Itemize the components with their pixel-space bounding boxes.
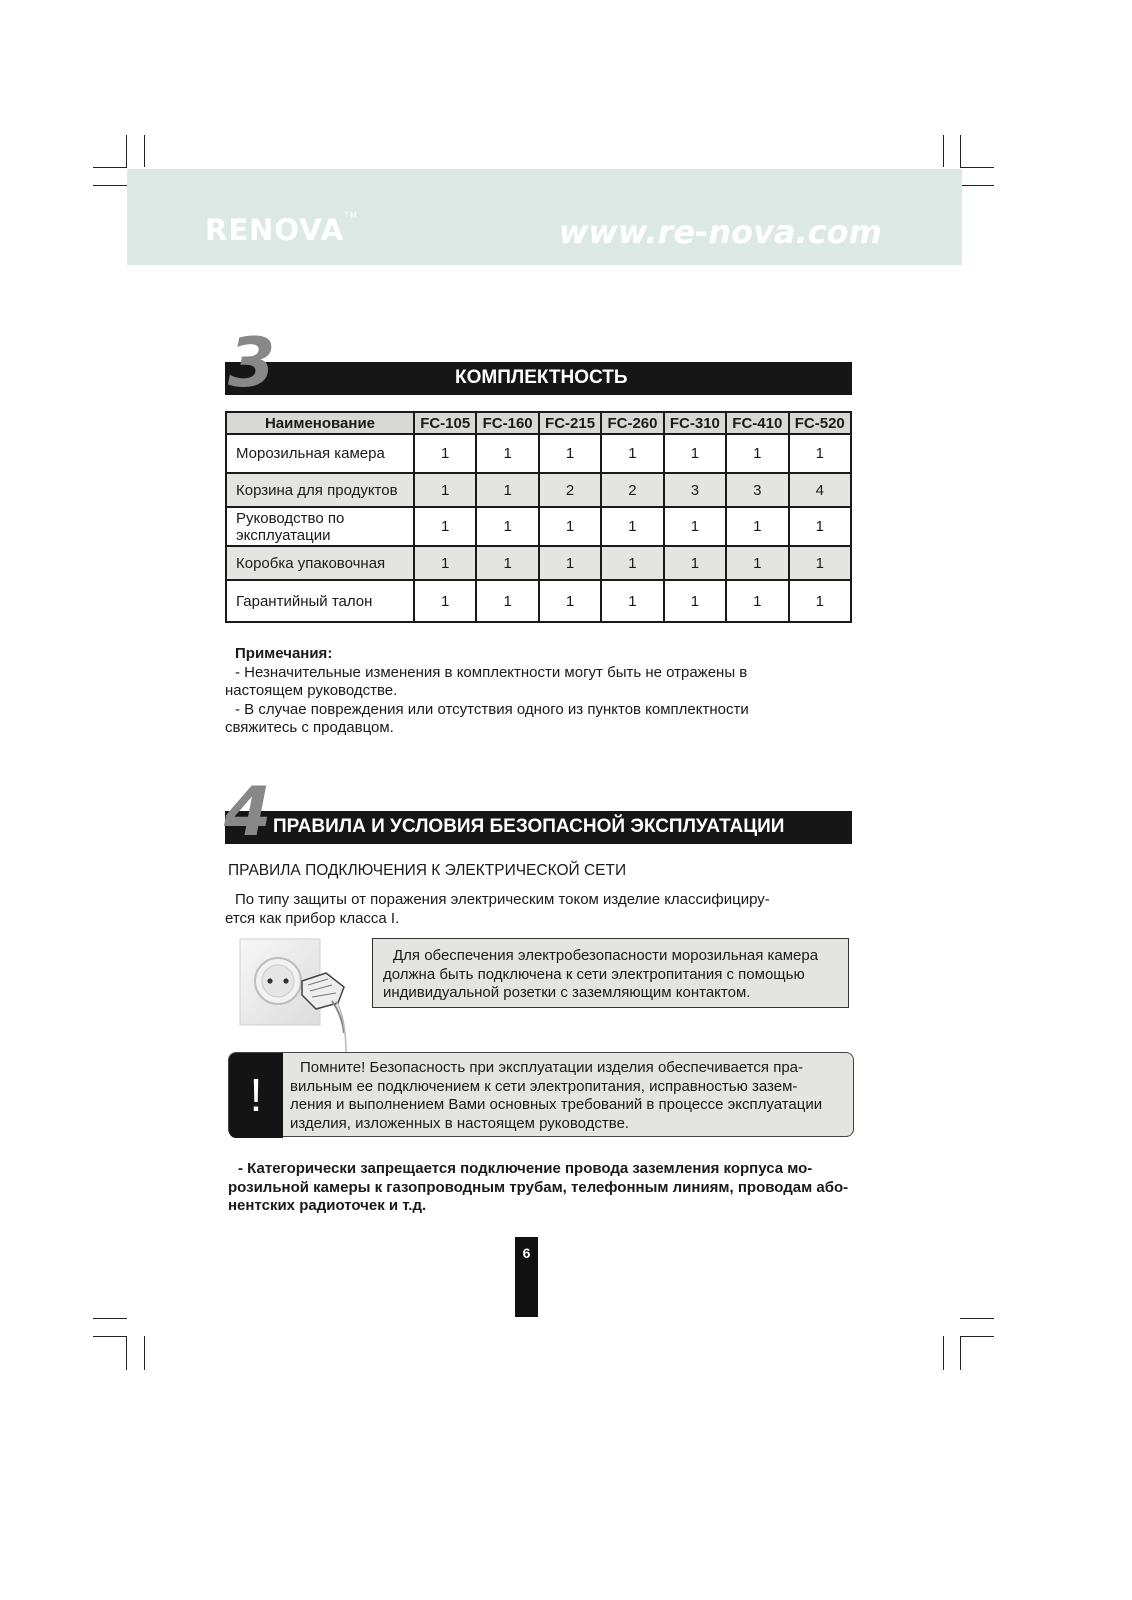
table-row <box>226 580 851 622</box>
table-row <box>226 434 851 473</box>
table-cell: 1 <box>601 507 663 546</box>
note-line: - Незначительные изменения в комплектности могут быть не отражены в <box>235 663 748 681</box>
section-4-number: 4 <box>224 773 272 852</box>
kit-table <box>225 411 852 623</box>
crop-mark <box>960 1318 994 1319</box>
crop-mark <box>943 1336 944 1370</box>
item-name: Гарантийный талон <box>226 580 414 622</box>
section-4-subtitle: ПРАВИЛА ПОДКЛЮЧЕНИЯ К ЭЛЕКТРИЧЕСКОЙ СЕТИ <box>228 862 627 879</box>
section-3-number: 3 <box>228 324 276 403</box>
crop-mark <box>93 1318 127 1319</box>
table-cell: 1 <box>664 434 726 473</box>
warning-text <box>290 1059 840 1133</box>
table-cell: 1 <box>539 546 601 580</box>
table-cell: 1 <box>476 473 538 507</box>
brand-logo: RENOVA™ <box>205 211 359 247</box>
column-header: FC-520 <box>789 412 851 434</box>
section-3-bar <box>225 362 852 395</box>
note-line: - В случае повреждения или отсутствия одного из пунктов комплектности <box>235 700 749 718</box>
crop-mark <box>126 1336 127 1370</box>
column-header: FC-310 <box>664 412 726 434</box>
crop-mark <box>93 185 127 186</box>
crop-mark <box>960 167 994 168</box>
prohibition-line: - Категорически запрещается подключение провода заземления корпуса мо- <box>238 1160 813 1177</box>
column-header: FC-410 <box>726 412 788 434</box>
crop-mark <box>93 1336 127 1337</box>
table-cell: 4 <box>789 473 851 507</box>
crop-mark <box>960 185 994 186</box>
website-url: www.re-nova.com <box>558 213 882 251</box>
table-cell: 1 <box>726 546 788 580</box>
item-name: Руководство по эксплуатации <box>226 507 414 546</box>
table-cell: 1 <box>476 507 538 546</box>
prohibition-text <box>228 1160 868 1216</box>
column-header: FC-105 <box>414 412 476 434</box>
table-cell: 1 <box>476 434 538 473</box>
crop-mark <box>960 135 961 167</box>
warning-line: ления и выполнением Вами основных требований в процессе эксплуатации <box>290 1096 823 1113</box>
table-cell: 1 <box>789 580 851 622</box>
crop-mark <box>126 135 127 167</box>
intro-text <box>225 891 845 928</box>
safety-info-box <box>372 938 849 1008</box>
intro-line: ется как прибор класса I. <box>225 909 400 927</box>
item-name: Морозильная камера <box>226 434 414 473</box>
table-cell: 1 <box>601 580 663 622</box>
note-line: настоящем руководстве. <box>225 682 398 699</box>
table-cell: 1 <box>664 546 726 580</box>
warning-line: вильным ее подключением к сети электропитания, исправностью зазем- <box>290 1077 798 1095</box>
warning-line: Помните! Безопасность при эксплуатации изделия обеспечивается пра- <box>300 1059 803 1076</box>
prohibition-line: розильной камеры к газопроводным трубам, телефонным линиям, проводам або- <box>228 1178 849 1196</box>
section-3-title: КОМПЛЕКТНОСТЬ <box>455 367 628 388</box>
table-cell: 1 <box>726 580 788 622</box>
crop-mark <box>943 135 944 167</box>
table-cell: 1 <box>726 507 788 546</box>
table-cell: 1 <box>414 473 476 507</box>
column-header: FC-260 <box>601 412 663 434</box>
table-cell: 1 <box>601 546 663 580</box>
item-name: Корзина для продуктов <box>226 473 414 507</box>
item-name: Коробка упаковочная <box>226 546 414 580</box>
prohibition-line: нентских радиоточек и т.д. <box>228 1197 427 1214</box>
column-header: FC-160 <box>476 412 538 434</box>
table-cell: 3 <box>664 473 726 507</box>
warning-box <box>228 1052 854 1137</box>
table-cell: 1 <box>789 546 851 580</box>
table-cell: 1 <box>414 434 476 473</box>
table-cell: 1 <box>601 434 663 473</box>
crop-mark <box>960 1336 994 1337</box>
crop-mark <box>144 135 145 167</box>
column-header: FC-215 <box>539 412 601 434</box>
table-cell: 1 <box>539 580 601 622</box>
table-cell: 1 <box>664 507 726 546</box>
column-header: Наименование <box>226 412 414 434</box>
table-cell: 1 <box>539 507 601 546</box>
crop-mark <box>93 167 127 168</box>
crop-mark <box>144 1336 145 1370</box>
table-row <box>226 473 851 507</box>
crop-mark <box>960 1336 961 1370</box>
info-line: Для обеспечения электробезопасности морозильная камера <box>393 947 819 964</box>
intro-line: По типу защиты от поражения электрическим током изделие классифициру- <box>235 891 770 908</box>
page-number: 6 <box>515 1237 538 1317</box>
table-cell: 2 <box>539 473 601 507</box>
table-cell: 1 <box>726 434 788 473</box>
header-band <box>127 169 962 265</box>
table-cell: 1 <box>664 580 726 622</box>
warning-line: изделия, изложенных в настоящем руководстве. <box>290 1114 630 1132</box>
section-4-bar <box>225 811 852 844</box>
table-cell: 1 <box>539 434 601 473</box>
section-4-title: ПРАВИЛА И УСЛОВИЯ БЕЗОПАСНОЙ ЭКСПЛУАТАЦИИ <box>273 816 785 837</box>
info-line: должна быть подключена к сети электропитания с помощью <box>383 965 805 983</box>
table-cell: 1 <box>789 507 851 546</box>
note-line: свяжитесь с продавцом. <box>225 719 394 736</box>
notes <box>225 645 845 738</box>
table-cell: 1 <box>789 434 851 473</box>
info-line: индивидуальной розетки с заземляющим контактом. <box>383 984 751 1001</box>
table-cell: 1 <box>414 580 476 622</box>
table-row <box>226 507 851 546</box>
table-cell: 2 <box>601 473 663 507</box>
socket-plug-illustration <box>236 937 356 1055</box>
table-cell: 1 <box>476 546 538 580</box>
table-cell: 1 <box>476 580 538 622</box>
notes-title: Примечания: <box>235 645 333 662</box>
table-row <box>226 546 851 580</box>
table-header-row <box>226 412 851 434</box>
table-cell: 3 <box>726 473 788 507</box>
table-cell: 1 <box>414 507 476 546</box>
exclamation-icon: ! <box>229 1053 283 1138</box>
table-cell: 1 <box>414 546 476 580</box>
